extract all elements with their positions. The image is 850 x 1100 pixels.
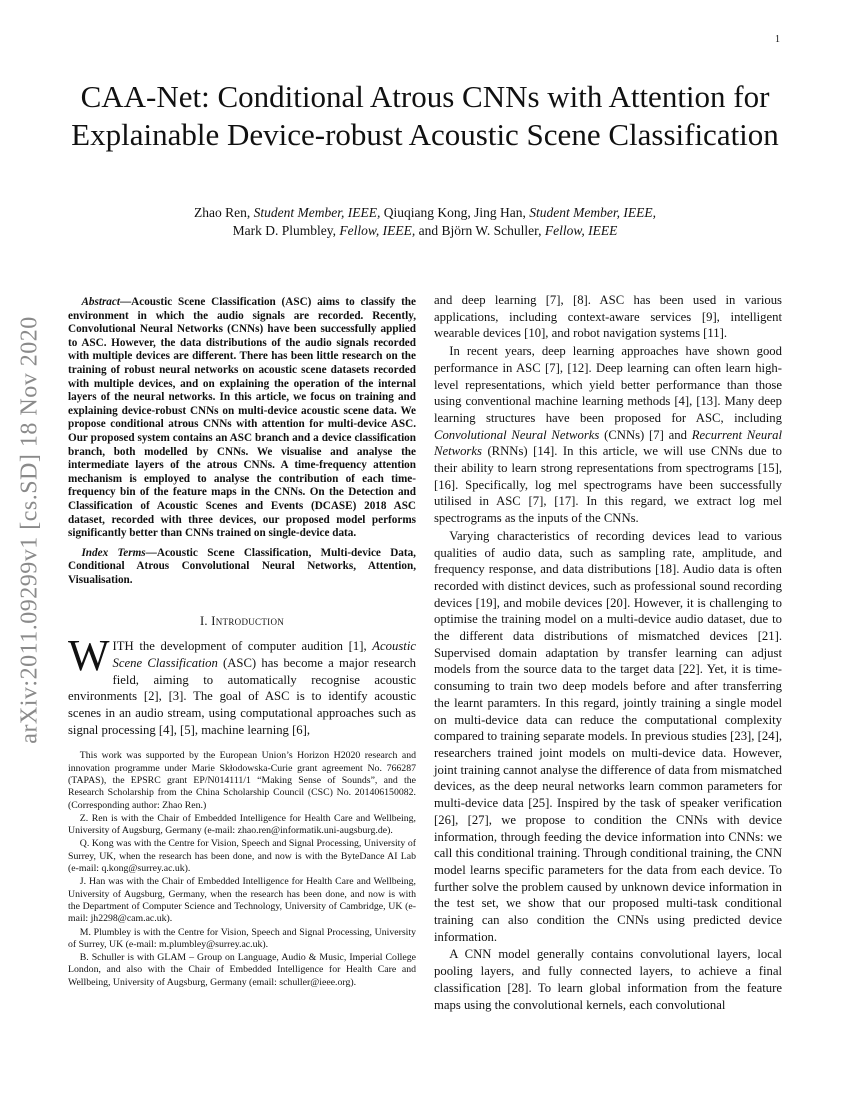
left-column bbox=[68, 296, 416, 990]
footnote: Z. Ren is with the Chair of Embedded Intelligence for Health Care and Wellbeing, University of Augsburg, Germany (e-mail: zhao.ren@informatik.uni-augsburg.de). bbox=[68, 812, 416, 837]
body-paragraph bbox=[434, 343, 782, 527]
author-name: Mark D. Plumbley, bbox=[232, 223, 337, 238]
body-text: (RNNs) [14]. In this article, we will use CNNs due to their ability to learn strong representations from spectrograms [15], [16]. Specifically, log mel spectrograms have been successfully utilised in ASC [7], [17]. In this regard, we extract log mel spectrograms as the inputs of the CNNs. bbox=[434, 444, 783, 526]
body-paragraph: and deep learning [7], [8]. ASC has been used in various applications, including context-aware services [9], intelligent wearable devices [10], and robot navigation systems [11]. bbox=[434, 293, 782, 341]
intro-paragraph bbox=[68, 631, 416, 738]
author-affiliation: Fellow, IEEE bbox=[544, 223, 618, 238]
author-name: Qiuqiang Kong, Jing Han, bbox=[383, 205, 526, 220]
author-list bbox=[60, 204, 790, 240]
abstract bbox=[68, 296, 416, 541]
footnote: M. Plumbley is with the Centre for Vision, Speech and Signal Processing, University of Surrey, UK (e-mail: m.plumbley@surrey.ac.uk). bbox=[68, 926, 416, 950]
section-number: I. bbox=[199, 614, 208, 629]
author-line-2 bbox=[60, 222, 790, 240]
intro-text: ITH the development of computer audition [1], bbox=[112, 639, 367, 654]
index-terms-text: —Acoustic Scene Classification, Multi-device Data, Conditional Atrous Convolutional Neural Networks, Attention, Visualisation. bbox=[68, 546, 416, 586]
author-affiliation: Fellow, IEEE, bbox=[339, 223, 416, 238]
page-number: 1 bbox=[775, 34, 780, 45]
body-paragraph: Varying characteristics of recording devices lead to various qualities of audio data, such as sampling rate, amplitude, and frequency response, and data distributions [18]. Audio data is often recorded with distinct devices, such as professional sound recording devices [19], and mobile devices [20]. However, it is challenging to optimise the training model on a multi-device audio dataset, due to the different data distributions of mismatched devices [21]. Supervised domain adaptation by transfer learning can adjust models from the source data to the target data [22]. Yet, it is time-consuming to train two deep models before and after transferring the learnt paramters. In this regard, jointly training a single model on multi-device data can reduce the computational complexity compared to training separate models. In previous studies [23], [24], researchers trained joint models on multi-device data. However, joint training cannot analyse the difference of data from mismatched devices, as the deep neural networks learn common parameters for multi-device data [25]. Inspired by the task of speaker verification [26], [27], we propose to condition the CNNs with device information, through feeding the device information into CNNs: we call this conditional training. Through conditional training, the CNN model learns specific parameters for the data from each device. To further solve the problem caused by unknown device information in the test set, we show that our proposed multi-task conditional training can also condition the CNNs using predicted device information. bbox=[434, 528, 782, 944]
right-column bbox=[434, 292, 782, 1014]
footnote: J. Han was with the Chair of Embedded Intelligence for Health Care and Wellbeing, University of Augsburg, Germany, when the research has been done, and now is with the Department of Computer Science and Technology, University of Cambridge, UK (e-mail: jh2298@cam.ac.uk). bbox=[68, 876, 416, 925]
author-line-1 bbox=[60, 204, 790, 222]
footnote: This work was supported by the European Union’s Horizon H2020 research and innovation programme under Marie Skłodowska-Curie grant agreement No. 766287 (TAPAS), the EPSRC grant EP/N014111/1 “Making Sense of Sounds”, and the Research Scholarship from the China Scholarship Council (CSC) No. 201406150082. (Corresponding author: Zhao Ren.) bbox=[68, 750, 416, 811]
drop-cap: W bbox=[68, 631, 110, 681]
author-name: and Björn W. Schuller, bbox=[418, 223, 542, 238]
body-text: (CNNs) [7] and bbox=[604, 427, 687, 442]
intro-text: (ASC) has become a major research field, aiming to automatically recognise acoustic environments [2], [3]. The goal of ASC is to identify acoustic scenes in an audio stream, using computational approaches such as signal processing [4], [5], machine learning [6], bbox=[68, 655, 416, 737]
footnote: Q. Kong was with the Centre for Vision, Speech and Signal Processing, University of Surrey, UK, when the research has been done, and now is with the ByteDance AI Lab (e-mail: q.kong@surrey.ac.uk). bbox=[68, 838, 416, 875]
body-term: Convolutional Neural Networks bbox=[434, 427, 600, 442]
author-affiliation: Student Member, IEEE, bbox=[529, 205, 656, 220]
section-title: Introduction bbox=[211, 614, 285, 629]
arxiv-identifier-text: arXiv:2011.09299v1 [cs.SD] 18 Nov 2020 bbox=[16, 316, 43, 744]
author-name: Zhao Ren, bbox=[194, 205, 251, 220]
body-text: In recent years, deep learning approaches have shown good performance in ASC [7], [12]. Deep learning can often learn high-level representations, which yield better performance than those using conventional machine learning methods [4], [13]. Many deep learning structures have been proposed for ASC, including bbox=[434, 344, 782, 425]
abstract-label: Abstract bbox=[81, 296, 120, 308]
body-term: Recurrent Neural Networks bbox=[434, 427, 783, 459]
author-affiliation: Student Member, IEEE, bbox=[253, 205, 381, 220]
section-heading bbox=[68, 613, 416, 630]
footnotes bbox=[68, 750, 416, 989]
footnote: B. Schuller is with GLAM – Group on Language, Audio & Music, Imperial College London, and also with the Chair of Embedded Intelligence for Health Care and Wellbeing, University of Augsburg, Germany (email: schuller@ieee.org). bbox=[68, 952, 416, 988]
index-terms bbox=[68, 547, 416, 588]
index-terms-label: Index Terms bbox=[81, 546, 146, 559]
paper-title: CAA-Net: Conditional Atrous CNNs with Attention for Explainable Device-robust Acoustic Scene Classification bbox=[71, 79, 779, 152]
intro-term: Acoustic Scene Classification bbox=[112, 639, 416, 670]
body-paragraph: A CNN model generally contains convolutional layers, local pooling layers, and fully connected layers, to achieve a final classification [28]. To learn global information from the feature maps using the convolutional kernels, each convolutional bbox=[434, 947, 782, 1012]
abstract-text: —Acoustic Scene Classification (ASC) aims to classify the environment in which the audio signals are recorded. Recently, Convolutional Neural Networks (CNNs) have been successfully applied to ASC. However, the data distributions of the audio signals recorded with multiple devices are different. There has been little research on the training of robust neural networks on acoustic scene datasets recorded with multiple devices, and on explaining the operation of the internal layers of the neural networks. In this article, we focus on training and explaining device-robust CNNs on multi-device acoustic scene data. We propose conditional atrous CNNs with attention for multi-device ASC. Our proposed system contains an ASC branch and a device classification branch, both modelled by CNNs. We visualise and analyse the intermediate layers of the atrous CNNs. A time-frequency attention mechanism is employed to analyse the contribution of each time-frequency bin of the feature maps in the CNNs. On the Detection and Classification of Acoustic Scenes and Events (DCASE) 2018 ASC dataset, recorded with three devices, our proposed model performs significantly better than CNNs trained on single-device data. bbox=[68, 296, 416, 540]
arxiv-identifier-stamp[interactable] bbox=[12, 300, 48, 760]
